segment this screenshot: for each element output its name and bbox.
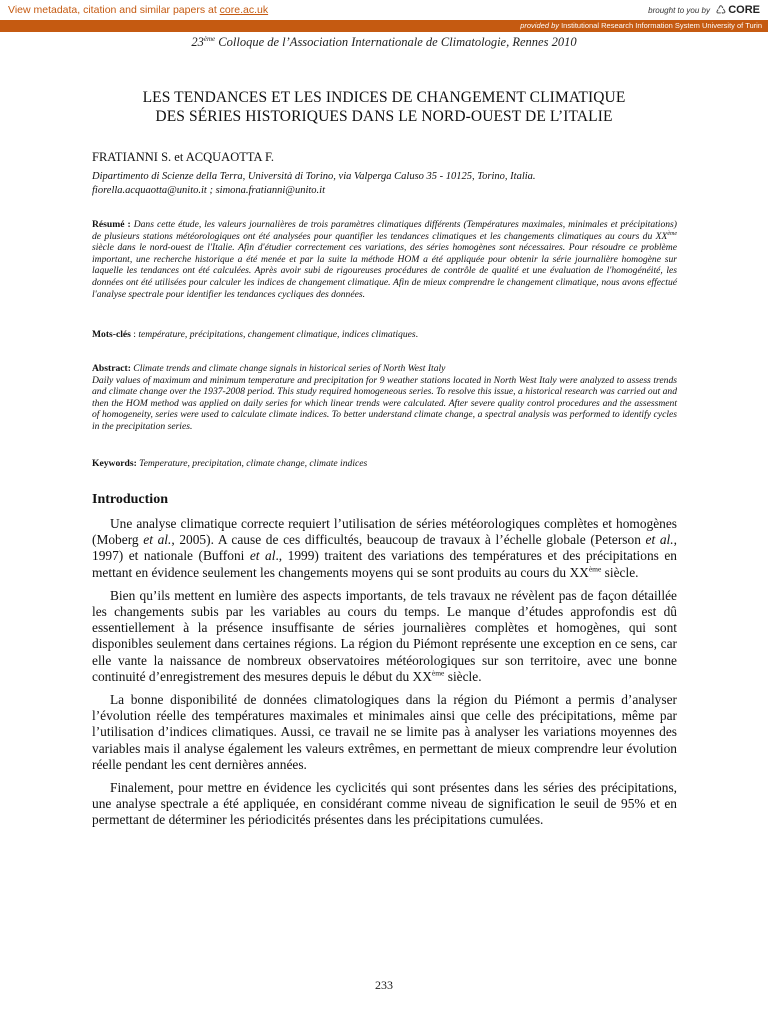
conference-text: Colloque de l’Association Internationale de Climatologie, Rennes 2010 bbox=[215, 35, 577, 50]
century-superscript: ème bbox=[588, 564, 602, 574]
conference-suffix: ème bbox=[203, 35, 216, 43]
paragraph-1-part-c: , 1997) et nationale (Buffoni bbox=[92, 532, 677, 564]
view-metadata-link[interactable] bbox=[8, 4, 268, 16]
authors: FRATIANNI S. et ACQUAOTTA F. bbox=[92, 150, 275, 164]
mots-cles-text: température, précipitations, changement climatique, indices climatiques bbox=[138, 329, 416, 340]
conference-number: 23 bbox=[191, 35, 204, 50]
paper-title-line-1: LES TENDANCES ET LES INDICES DE CHANGEMENT CLIMATIQUE bbox=[142, 89, 626, 106]
core-logo-icon: ♺ bbox=[715, 3, 727, 17]
century-superscript: ème bbox=[431, 668, 445, 678]
resume-sup: ème bbox=[667, 230, 677, 237]
paragraph-2 bbox=[92, 588, 677, 685]
paragraph-3: La bonne disponibilité de données climatologiques dans la région du Piémont a permis d’analyser l’évolution réelle des températures maximales et minimales ainsi que celle des précipitations, même par l’utilisation d’indices climatiques. Aussi, ce travail ne se limite pas à analyser les variations moyennes des variables mais il analyse également les valeurs extrêmes, en permettant de mieux comprendre leur évolution réelle pendant les cent dernières années. bbox=[92, 692, 677, 772]
introduction-body bbox=[92, 516, 677, 836]
paragraph-1-part-e: siècle. bbox=[601, 564, 639, 580]
mots-cles-end: . bbox=[415, 329, 419, 340]
provided-by-text[interactable] bbox=[520, 21, 762, 30]
paragraph-1-part-d: ., 1999) traitent des variations des températures et des précipitations en mettant en évidence seulement les changements moyens qui se sont produits au cours du XX bbox=[92, 548, 677, 580]
paper-title bbox=[60, 88, 708, 126]
core-banner bbox=[0, 0, 768, 21]
abstract-title: Climate trends and climate change signals in historical series of North West Italy bbox=[130, 363, 446, 374]
conference-header bbox=[0, 35, 768, 50]
mots-cles-sep: : bbox=[130, 329, 139, 340]
provided-by-org: Institutional Research Information System University of Turin bbox=[559, 21, 762, 30]
resume-block bbox=[92, 219, 677, 300]
keywords-text: Temperature, precipitation, climate change, climate indices bbox=[136, 458, 368, 469]
paragraph-2-part-a: Bien qu’ils mettent en lumière des aspects importants, de tels travaux ne révèlent pas de façon détaillée les changements subis par les variables au cours du temps. Le manque d’études approfondis est dû essentiellement à la présence insuffisante de séries journalières complètes et homogènes, qui sont disponibles seulement dans certaines régions. La région du Piémont représente une exception en ce sens, car elle vante la naissance de nombreux observatoires météorologiques sur son territoire, avec une bonne continuité d’enregistrement des mesures depuis le début du XX bbox=[92, 587, 677, 684]
view-metadata-prefix: View metadata, citation and similar papers at bbox=[8, 4, 220, 16]
core-ac-uk-link[interactable]: core.ac.uk bbox=[219, 4, 269, 16]
paragraph-4: Finalement, pour mettre en évidence les cyclicités qui sont présentes dans les séries des précipitations, une analyse spectrale a été appliquée, en considérant comme niveau de signification le seuil de 95% et en permettant de déterminer les périodicités présentes dans les précipitations cumulées. bbox=[92, 780, 677, 828]
affiliation-emails: fiorella.acquaotta@unito.it ; simona.fratianni@unito.it bbox=[92, 184, 326, 196]
keywords-block bbox=[92, 458, 677, 470]
paragraph-1-part-a: Une analyse climatique correcte requiert l’utilisation de séries météorologiques complètes et homogènes (Moberg bbox=[92, 516, 677, 548]
mots-cles-block bbox=[92, 329, 677, 341]
abstract-block bbox=[92, 363, 677, 433]
citation-etal: et al. bbox=[143, 532, 172, 548]
provided-by-bar bbox=[0, 20, 768, 32]
core-logo[interactable] bbox=[715, 3, 760, 17]
paragraph-2-part-b: siècle. bbox=[444, 668, 482, 684]
citation-etal: et al. bbox=[645, 532, 674, 548]
affiliation-line-1: Dipartimento di Scienze della Terra, Università di Torino, via Valperga Caluso 35 - 10125, Torino, Italia. bbox=[92, 171, 536, 182]
section-heading-introduction: Introduction bbox=[92, 492, 168, 507]
citation-etal: et al bbox=[249, 548, 276, 564]
page-number: 233 bbox=[375, 978, 393, 992]
mots-cles-label: Mots-clés bbox=[92, 329, 131, 340]
brought-to-you-by: brought to you by bbox=[648, 6, 710, 15]
abstract-label: Abstract: bbox=[92, 363, 131, 374]
provided-by-prefix: provided by bbox=[520, 21, 559, 30]
paper-title-line-2: DES SÉRIES HISTORIQUES DANS LE NORD-OUEST DE L’ITALIE bbox=[155, 108, 613, 125]
resume-text-b: siècle dans le nord-ouest de l'Italie. Afin d'étudier correctement ces variations, des séries homogènes sont nécessaires. Pour résoudre ce problème important, une recherche historique a été menée et par la suite la méthode HOM a été appliquée pour obtenir la série journalière homogène sur laquelle les tendances ont été calculées. Après avoir subi de rigoureuses procédures de contrôle de qualité et une évaluation de l'homogénéité, les données ont été utilisées pour calculer les indices de changement climatique. Afin de mieux comprendre le changement climatique, nous avons effectué l'analyse spectrale pour identifier les tendances cycliques des données. bbox=[92, 242, 677, 300]
paragraph-1 bbox=[92, 516, 677, 581]
affiliation bbox=[92, 170, 692, 197]
keywords-label: Keywords: bbox=[92, 458, 137, 469]
resume-label: Résumé : bbox=[92, 219, 131, 230]
core-logo-text: CORE bbox=[728, 4, 760, 16]
abstract-text: Daily values of maximum and minimum temperature and precipitation for 9 weather stations located in North West Italy were analyzed to assess trends and climate change over the 1937-2008 period. This study required homogeneous series. To resolve this issue, a historical research was carried out and then the HOM method was applied on daily series for which linear trends were calculated. After severe quality control procedures and the assessment of homogeneity, series were used to calculate climate indices. To better understand climate change, a spectral analysis was performed to identify cycles in the precipitation series. bbox=[92, 374, 677, 432]
paragraph-1-part-b: , 2005). A cause de ces difficultés, beaucoup de travaux à l’échelle globale (Peterson bbox=[171, 532, 646, 548]
resume-text-a: Dans cette étude, les valeurs journalières de trois paramètres climatiques différents (Températures maximales, minimales et précipitations) de plusieurs stations météorologiques ont été analysées pour quantifier les tendances climatiques et les changements climatiques au cours du XX bbox=[92, 219, 677, 242]
